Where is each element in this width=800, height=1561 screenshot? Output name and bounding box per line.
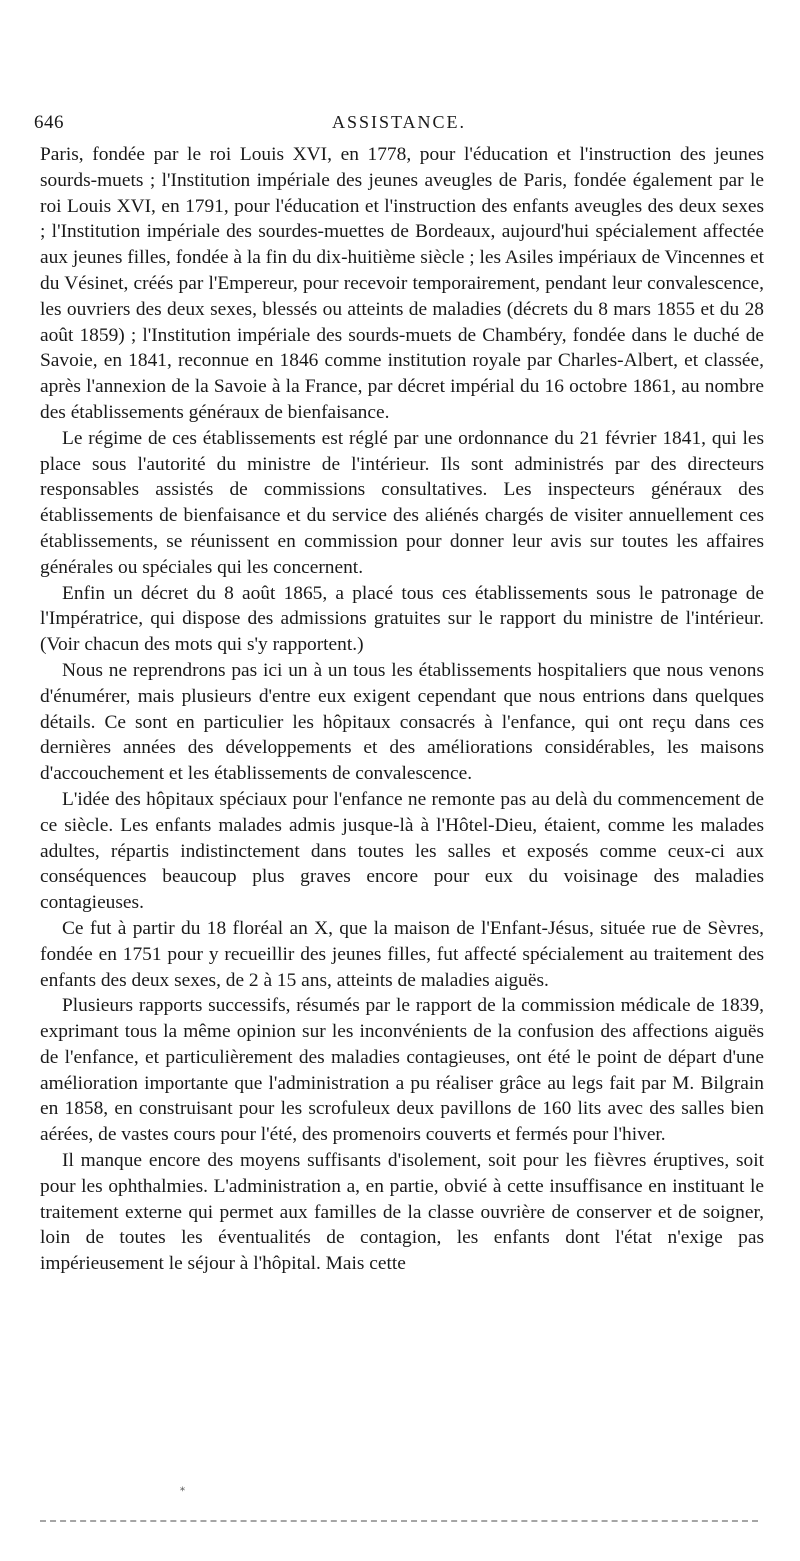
paragraph-3: Enfin un décret du 8 août 1865, a placé tous ces établissements sous le patronage de l'Impératrice, qui dispose des admissions gratuites sur le rapport du ministre de l'intérieur. (Voir chacun des mots qui s'y rapportent.) — [40, 582, 764, 656]
paragraph-4: Nous ne reprendrons pas ici un à un tous les établissements hospitaliers que nous venons d'énumérer, mais plusieurs d'entre eux exigent cependant que nous entrions dans quelques détails. Ce sont en particulier les hôpitaux consacrés à l'enfance, qui ont reçu dans ces dernières années des développements et des améliorations considérables, les maisons d'accouchement et les établissements de convalescence. — [40, 659, 764, 785]
running-head: ASSISTANCE. — [331, 112, 467, 132]
paragraph-8: Il manque encore des moyens suffisants d'isolement, soit pour les fièvres éruptives, soit pour les ophthalmies. L'administration a, en partie, obvié à cette insuffisance en instituant le traitement externe qui permet aux familles de la classe ouvrière de conserver et de soigner, loin de toutes les éventualités de contagion, les enfants dont l'état n'exige pas impérieusement le séjour à l'hôpital. Mais cette — [40, 1150, 764, 1275]
page-header — [34, 112, 764, 140]
body-text — [40, 142, 764, 1277]
footer-rule — [40, 1520, 758, 1522]
page-number: 646 — [34, 112, 64, 133]
paragraph-5: L'idée des hôpitaux spéciaux pour l'enfance ne remonte pas au delà du commencement de ce siècle. Les enfants malades admis jusque-là à l'Hôtel-Dieu, étaient, comme les malades adultes, répartis indistinctement dans toutes les salles et exposés comme ceux-ci aux conséquences beaucoup plus graves encore pour eux du voisinage des maladies contagieuses. — [40, 788, 764, 914]
paragraph-2: Le régime de ces établissements est réglé par une ordonnance du 21 février 1841, qui les place sous l'autorité du ministre de l'intérieur. Ils sont administrés par des directeurs responsables assistés de commissions consultatives. Les inspecteurs généraux des établissements de bienfaisance et du service des aliénés chargés de visiter annuellement ces établissements, se réunissent en commission pour donner leur avis sur toutes les affaires générales ou spéciales qui les concernent. — [40, 427, 764, 578]
paragraph-7: Plusieurs rapports successifs, résumés par le rapport de la commission médicale de 1839, exprimant tous la même opinion sur les inconvénients de la confusion des affections aiguës de l'enfance, et particulièrement des maladies contagieuses, ont été le point de départ d'une amélioration importante que l'administration a pu réaliser grâce au legs fait par M. Bilgrain en 1858, en construisant pour les scrofuleux deux pavillons de 160 lits avec des salles bien aérées, de vastes cours pour l'été, des promenoirs couverts et fermés pour l'hiver. — [40, 995, 764, 1146]
paragraph-1: Paris, fondée par le roi Louis XVI, en 1778, pour l'éducation et l'instruction des jeunes sourds-muets ; l'Institution impériale des jeunes aveugles de Paris, fondée également par le roi Louis XVI, en 1791, pour l'éducation et l'instruction des enfants aveugles des deux sexes ; l'Institution impériale des sourdes-muettes de Bordeaux, aujourd'hui spécialement affectée aux jeunes filles, fondée à la fin du dix-huitième siècle ; les Asiles impériaux de Vincennes et du Vésinet, créés par l'Empereur, pour recevoir temporairement, pendant leur convalescence, les ouvriers des deux sexes, blessés ou atteints de maladies (décrets du 8 mars 1855 et du 28 août 1859) ; l'Institution impériale des sourds-muets de Chambéry, fondée dans le duché de Savoie, en 1841, reconnue en 1846 comme institution royale par Charles-Albert, et classée, après l'annexion de la Savoie à la France, par décret impérial du 16 octobre 1861, au nombre des établissements généraux de bienfaisance. — [40, 144, 764, 423]
footer-mark: * — [180, 1486, 185, 1497]
paragraph-6: Ce fut à partir du 18 floréal an X, que la maison de l'Enfant-Jésus, située rue de Sèvres, fondée en 1751 pour y recueillir des jeunes filles, fut affecté spécialement au traitement des enfants des deux sexes, de 2 à 15 ans, atteints de maladies aiguës. — [40, 917, 764, 991]
